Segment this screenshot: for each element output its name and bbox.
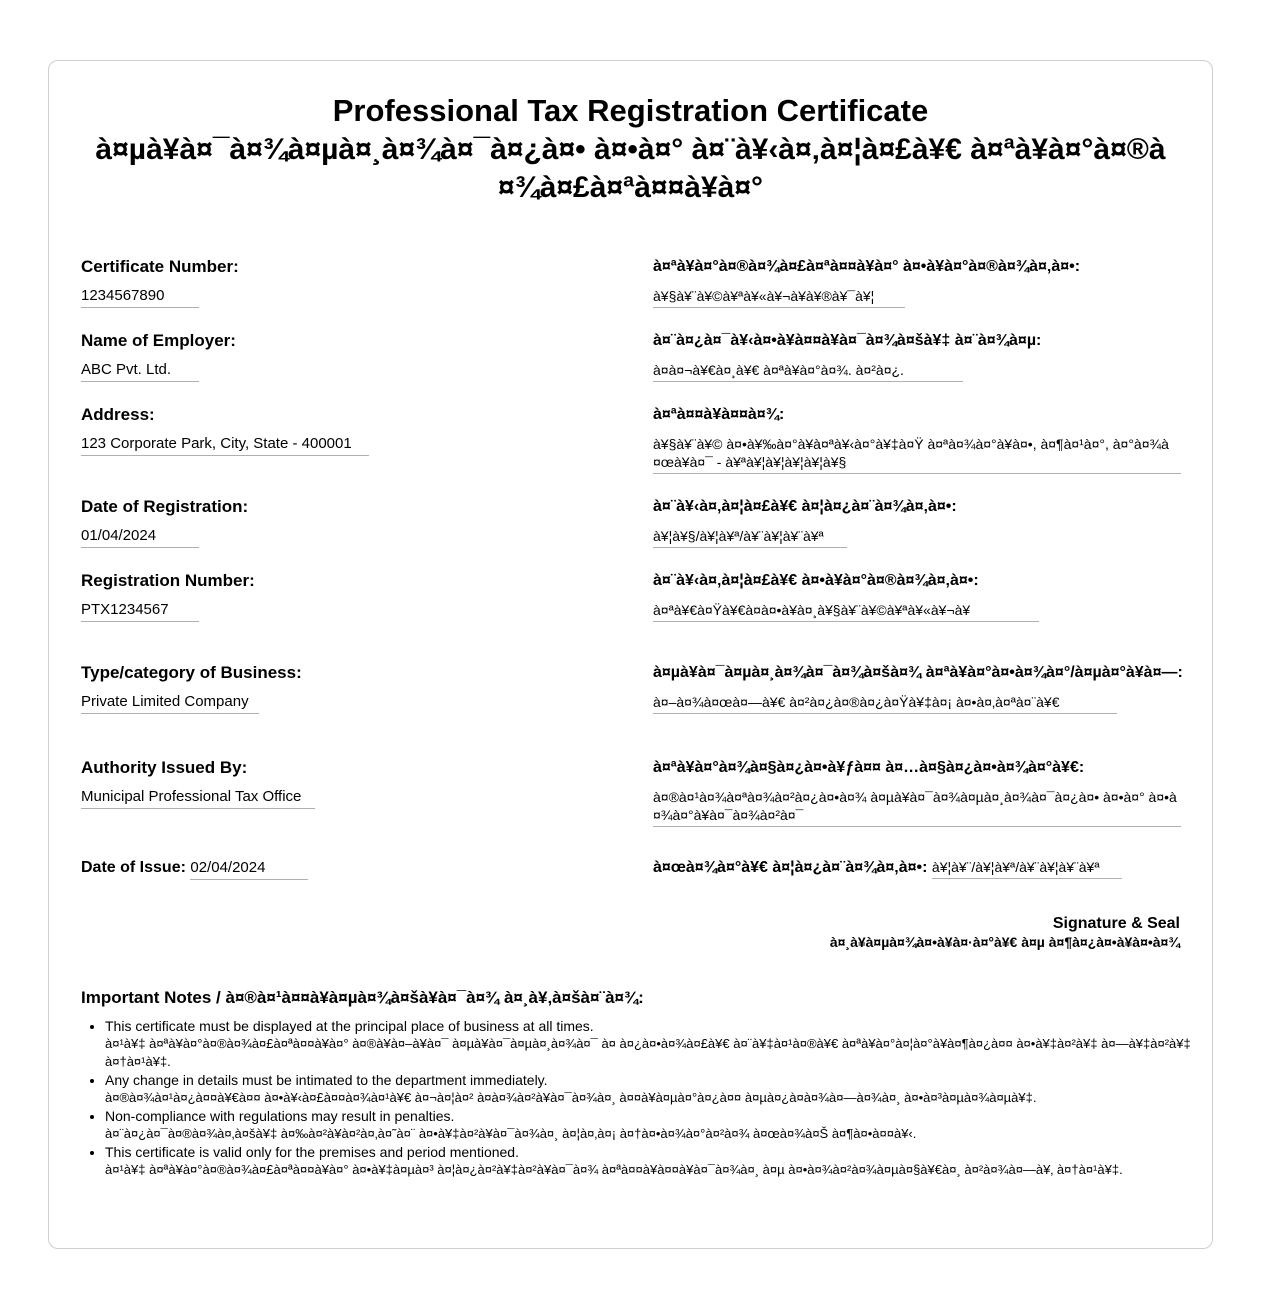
- note-text-hi: à¤¨à¤¿à¤¯à¤®à¤¾à¤‚à¤šà¥‡ à¤‰à¤²à¥à¤²à¤‚à¤˜à¤¨ à¤•à¥‡à¤²à¥à¤¯à¤¾à¤¸ à¤¦à¤‚à¤¡ à¤†à¤•à¤¾à¤°à¤²à¤¾ à¤œà¤¾à¤Š à¤¶à¤•à¤¤à¥‹.: [105, 1126, 917, 1141]
- certificate-card: [48, 60, 1213, 1249]
- certificate-title-en: Professional Tax Registration Certificate: [332, 93, 929, 128]
- field-label: à¤¨à¥‹à¤‚à¤¦à¤£à¥€ à¤¦à¤¿à¤¨à¤¾à¤‚à¤•:: [653, 498, 957, 515]
- field-label: Date of Registration:: [81, 497, 249, 516]
- field-value: à¥¦à¥¨/à¥¦à¥ª/à¥¨à¥¦à¥¨à¥ª: [932, 858, 1122, 879]
- notes-list: [81, 1017, 1195, 1179]
- field-value: à¤®à¤¹à¤¾à¤ªà¤¾à¤²à¤¿à¤•à¤¾ à¤µà¥à¤¯à¤¾à¤µà¤¸à¤¾à¤¯à¤¿à¤• à¤•à¤° à¤•à¤¾à¤°à¥à¤¯à¤¾à¤²à¤¯: [653, 788, 1181, 827]
- field-label: à¤ªà¤¤à¥à¤¤à¤¾:: [653, 406, 785, 423]
- field-value: Private Limited Company: [81, 693, 259, 714]
- field-issue-date-hi: [653, 858, 1183, 879]
- field-label: Address:: [81, 405, 155, 424]
- list-item: [105, 1107, 1195, 1143]
- field-issue-date: [81, 858, 581, 880]
- certificate-title-hi: à¤µà¥à¤¯à¤¾à¤µà¤¸à¤¾à¤¯à¤¿à¤• à¤•à¤° à¤¨à¥‹à¤‚à¤¦à¤£à¥€ à¤ªà¥à¤°à¤®à¤¾à¤£à¤ªà¤¤à¥à¤°: [95, 133, 1166, 204]
- field-label: à¤¨à¥‹à¤‚à¤¦à¤£à¥€ à¤•à¥à¤°à¤®à¤¾à¤‚à¤•:: [653, 572, 979, 589]
- field-label: à¤¨à¤¿à¤¯à¥‹à¤•à¥à¤¤à¥à¤¯à¤¾à¤šà¥‡ à¤¨à¤¾à¤µ:: [653, 332, 1042, 349]
- field-address-hi: [653, 405, 1183, 474]
- signature-label-en: Signature & Seal: [1052, 915, 1180, 932]
- field-value: à¤ªà¥€à¤Ÿà¥€à¤à¤•à¥à¤¸à¥§à¥¨à¥©à¥ªà¥«à¥¬à¥: [653, 601, 1039, 622]
- note-text-hi: à¤®à¤¾à¤¹à¤¿à¤¤à¥€à¤¤ à¤•à¥‹à¤£à¤¤à¤¾à¤¹à¥€ à¤¬à¤¦à¤² à¤à¤¾à¤²à¥à¤¯à¤¾à¤¸ à¤¤à¥à¤µà¤°à¤¿à¤¤ à¤µà¤¿à¤à¤¾à¤—à¤¾à¤¸ à¤•à¤³à¤µà¤¾à¤µà¥‡.: [105, 1090, 1037, 1105]
- field-label: Name of Employer:: [81, 331, 236, 350]
- field-value: 123 Corporate Park, City, State - 400001: [81, 435, 369, 456]
- list-item: [105, 1071, 1195, 1107]
- field-value: à¤–à¤¾à¤œà¤—à¥€ à¤²à¤¿à¤®à¤¿à¤Ÿà¥‡à¤¡ à¤•à¤‚à¤ªà¤¨à¥€: [653, 693, 1117, 714]
- field-label: à¤ªà¥à¤°à¤¾à¤§à¤¿à¤•à¥ƒà¤¤ à¤…à¤§à¤¿à¤•à¤¾à¤°à¥€:: [653, 759, 1085, 776]
- field-registration-number-hi: [653, 571, 1183, 622]
- note-text-hi: à¤¹à¥‡ à¤ªà¥à¤°à¤®à¤¾à¤£à¤ªà¤¤à¥à¤° à¤•à¥‡à¤µà¤³ à¤¦à¤¿à¤²à¥‡à¤²à¥à¤¯à¤¾ à¤ªà¤¤à¥à¤¤à¥à¤¯à¤¾à¤¸ à¤µ à¤•à¤¾à¤²à¤¾à¤µà¤§à¥€à¤¸ à¤²à¤¾à¤—à¥‚ à¤†à¤¹à¥‡.: [105, 1162, 1123, 1177]
- signature-seal-block: [830, 915, 1180, 951]
- field-issuing-authority: [81, 758, 581, 809]
- field-label: Registration Number:: [81, 571, 255, 590]
- field-value: 1234567890: [81, 287, 199, 308]
- field-address: [81, 405, 581, 456]
- field-value: ABC Pvt. Ltd.: [81, 361, 199, 382]
- field-value: 01/04/2024: [81, 527, 199, 548]
- field-label: à¤œà¤¾à¤°à¥€ à¤¦à¤¿à¤¨à¤¾à¤‚à¤•:: [653, 859, 928, 876]
- field-label: à¤ªà¥à¤°à¤®à¤¾à¤£à¤ªà¤¤à¥à¤° à¤•à¥à¤°à¤®à¤¾à¤‚à¤•:: [653, 258, 1081, 275]
- field-registration-date-hi: [653, 497, 1183, 548]
- field-value: Municipal Professional Tax Office: [81, 788, 315, 809]
- field-certificate-number-hi: [653, 257, 1183, 308]
- field-business-type: [81, 663, 581, 714]
- field-business-type-hi: [653, 663, 1183, 714]
- field-value: à¥§à¥¨à¥©à¥ªà¥«à¥¬à¥à¥®à¥¯à¥¦: [653, 287, 905, 308]
- field-registration-number: [81, 571, 581, 622]
- field-label: Type/category of Business:: [81, 663, 302, 682]
- notes-title: Important Notes / à¤®à¤¹à¤¤à¥à¤µà¤¾à¤šà¥à¤¯à¤¾ à¤¸à¥‚à¤šà¤¨à¤¾:: [81, 988, 644, 1007]
- field-employer-name: [81, 331, 581, 382]
- list-item: [105, 1143, 1195, 1179]
- note-text-en: • Non-compliance with regulations may result in penalties.: [105, 1108, 455, 1124]
- note-text-en: • Any change in details must be intimated to the department immediately.: [105, 1072, 548, 1088]
- field-value: PTX1234567: [81, 601, 199, 622]
- field-value: à¥§à¥¨à¥© à¤•à¥‰à¤°à¥à¤ªà¥‹à¤°à¥‡à¤Ÿ à¤ªà¤¾à¤°à¥à¤•, à¤¶à¤¹à¤°, à¤°à¤¾à¤œà¥à¤¯ - à¥ªà¥¦à¥¦à¥¦à¥¦à¥§: [653, 435, 1181, 474]
- field-value: 02/04/2024: [190, 859, 308, 880]
- field-label: Certificate Number:: [81, 257, 239, 276]
- note-text-en: • This certificate must be displayed at the principal place of business at all times.: [105, 1018, 594, 1034]
- field-employer-name-hi: [653, 331, 1183, 382]
- field-registration-date: [81, 497, 581, 548]
- field-value: à¤à¤¬à¥€à¤¸à¥€ à¤ªà¥à¤°à¤¾. à¤²à¤¿.: [653, 361, 963, 382]
- note-text-en: • This certificate is valid only for the premises and period mentioned.: [105, 1144, 519, 1160]
- field-value: à¥¦à¥§/à¥¦à¥ª/à¥¨à¥¦à¥¨à¥ª: [653, 527, 847, 548]
- signature-label-hi: à¤¸à¥à¤µà¤¾à¤•à¥à¤·à¤°à¥€ à¤µ à¤¶à¤¿à¤•à¥à¤•à¤¾: [829, 934, 1180, 950]
- field-label: Authority Issued By:: [81, 758, 248, 777]
- list-item: [105, 1017, 1195, 1071]
- field-label: Date of Issue:: [81, 859, 186, 876]
- field-issuing-authority-hi: [653, 758, 1183, 827]
- field-label: à¤µà¥à¤¯à¤µà¤¸à¤¾à¤¯à¤¾à¤šà¤¾ à¤ªà¥à¤°à¤•à¤¾à¤°/à¤µà¤°à¥à¤—:: [653, 664, 1183, 681]
- note-text-hi: à¤¹à¥‡ à¤ªà¥à¤°à¤®à¤¾à¤£à¤ªà¤¤à¥à¤° à¤®à¥à¤–à¥à¤¯ à¤µà¥à¤¯à¤µà¤¸à¤¾à¤¯ à¤ à¤¿à¤•à¤¾à¤£à¥€ à¤¨à¥‡à¤¹à¤®à¥€ à¤ªà¥à¤°à¤¦à¤°à¥à¤¶à¤¿à¤¤ à¤•à¥‡à¤²à¥‡ à¤—à¥‡à¤²à¥‡ à¤†à¤¹à¥‡.: [105, 1036, 1191, 1069]
- field-certificate-number: [81, 257, 581, 308]
